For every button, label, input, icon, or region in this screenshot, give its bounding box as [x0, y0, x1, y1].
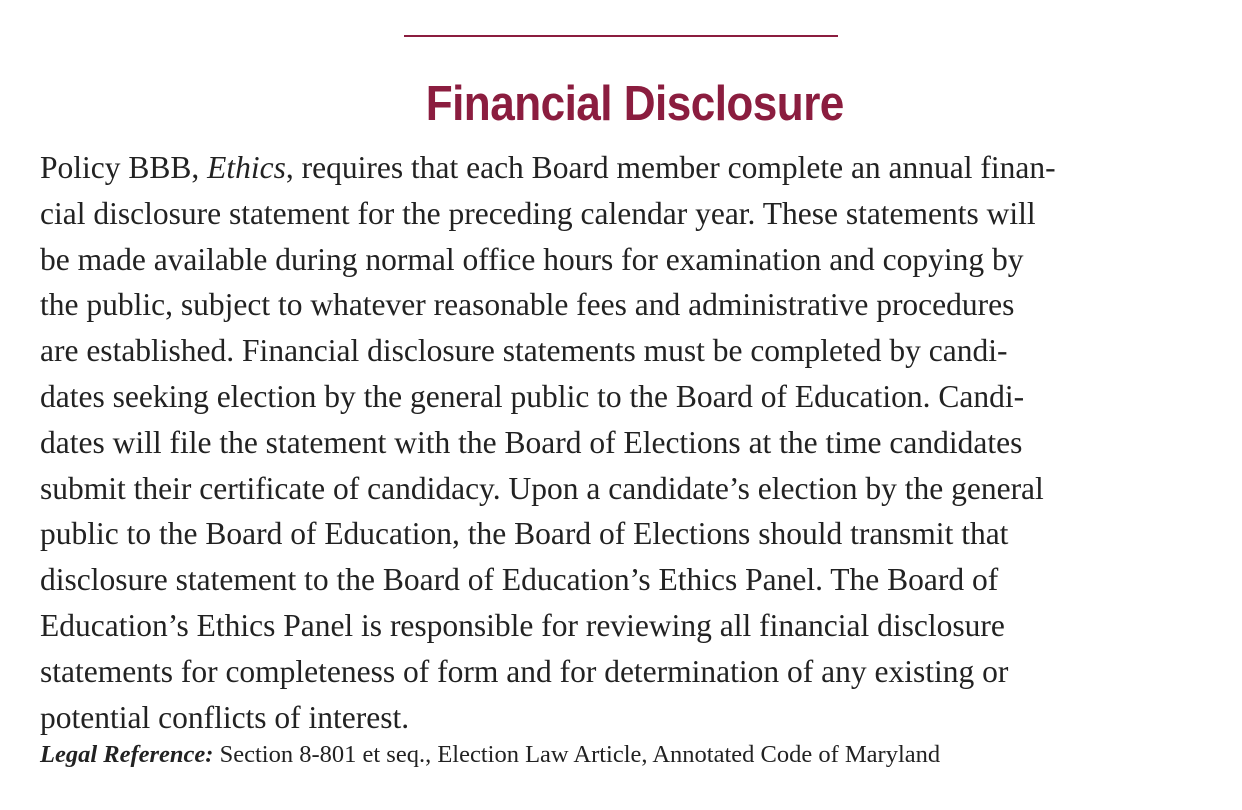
legal-reference-label: Legal Reference:: [40, 741, 214, 768]
paragraph-line-11: Education’s Ethics Panel is responsible for reviewing all financial disclosure: [40, 607, 1005, 643]
legal-reference-text: Section 8-801 et seq., Election Law Article, Annotated Code of Maryland: [213, 741, 941, 768]
paragraph-line-3: be made available during normal office hours for examination and copying by: [40, 241, 1024, 277]
paragraph-line-2: cial disclosure statement for the preceding calendar year. These statements will: [40, 195, 1036, 231]
ethics-policy-title: Ethics: [207, 150, 286, 185]
paragraph-line-6: dates seeking election by the general public to the Board of Education. Candi-: [40, 378, 1025, 414]
paragraph-line-4: the public, subject to whatever reasonable fees and administrative procedures: [40, 287, 1015, 323]
title-rule: [404, 35, 838, 37]
paragraph-line-7: dates will file the statement with the Board of Elections at the time candidates: [40, 424, 1023, 460]
paragraph-line-1-start: Policy BBB,: [40, 150, 208, 185]
page-title: Financial Disclosure: [425, 76, 844, 131]
paragraph-line-5: are established. Financial disclosure statements must be completed by candi-: [40, 333, 1008, 369]
paragraph-line-8: submit their certificate of candidacy. Upon a candidate’s election by the general: [40, 470, 1044, 506]
paragraph-line-12: statements for completeness of form and for determination of any existing or: [40, 653, 1009, 689]
paragraph-line-13: potential conflicts of interest.: [40, 699, 410, 735]
financial-disclosure-paragraph: [40, 145, 1210, 740]
paragraph-line-1: [40, 145, 1210, 191]
paragraph-line-1-end: , requires that each Board member complete an annual finan-: [285, 150, 1056, 185]
legal-reference: [40, 739, 1210, 771]
paragraph-line-10: disclosure statement to the Board of Education’s Ethics Panel. The Board of: [40, 562, 999, 598]
paragraph-line-9: public to the Board of Education, the Board of Elections should transmit that: [40, 516, 1009, 552]
